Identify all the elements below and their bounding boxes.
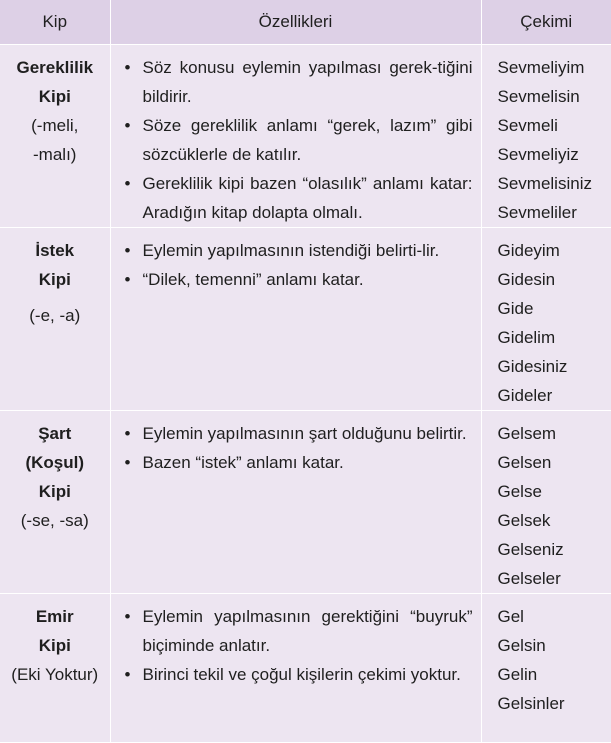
feature-text: Eylemin yapılmasının gerektiğini “buyruk” biçiminde anlatır. (143, 607, 473, 655)
kip-suffix: (Eki Yoktur) (2, 660, 108, 689)
kip-name: Gereklilik (2, 53, 108, 82)
features-list (121, 419, 473, 477)
features-cell (110, 411, 481, 594)
conjugation-item: Gideler (498, 381, 611, 410)
list-item (121, 169, 473, 227)
conjugation-item: Gelsen (498, 448, 611, 477)
conjugation-item: Gel (498, 602, 611, 631)
list-item (121, 448, 473, 477)
bullet-icon: • (125, 419, 131, 448)
header-ozellikleri: Özellikleri (110, 0, 481, 45)
kip-name: (Koşul) (2, 448, 108, 477)
conjugation-item: Gelin (498, 660, 611, 689)
conjugation-cell (481, 228, 611, 411)
features-cell (110, 45, 481, 228)
conjugation-item: Gelseniz (498, 535, 611, 564)
feature-text: Eylemin yapılmasının istendiği belirti-lir. (143, 241, 440, 260)
kip-cell (0, 411, 110, 594)
bullet-icon: • (125, 53, 131, 82)
conjugation-item: Gidelim (498, 323, 611, 352)
table-row (0, 411, 611, 594)
features-list (121, 602, 473, 689)
conjugation-cell (481, 411, 611, 594)
conjugation-item: Gide (498, 294, 611, 323)
bullet-icon: • (125, 660, 131, 689)
conjugation-item: Sevmelisiniz (498, 169, 611, 198)
features-cell (110, 594, 481, 743)
conjugation-item: Gelsek (498, 506, 611, 535)
kip-name: Kipi (2, 82, 108, 111)
feature-text: Bazen “istek” anlamı katar. (143, 453, 344, 472)
list-item (121, 53, 473, 111)
list-item (121, 602, 473, 660)
conjugation-item: Gelseler (498, 564, 611, 593)
conjugation-item: Sevmeliyiz (498, 140, 611, 169)
kip-suffix: -malı) (2, 140, 108, 169)
conjugation-item: Gelsin (498, 631, 611, 660)
table-row (0, 594, 611, 743)
conjugation-item: Sevmeliler (498, 198, 611, 227)
kip-name: Şart (2, 419, 108, 448)
feature-text: Eylemin yapılmasının şart olduğunu belirtir. (143, 424, 467, 443)
conjugation-item: Gidesiniz (498, 352, 611, 381)
feature-text: “Dilek, temenni” anlamı katar. (143, 270, 364, 289)
bullet-icon: • (125, 265, 131, 294)
list-item (121, 660, 473, 689)
list-item (121, 419, 473, 448)
conjugation-item: Gidesin (498, 265, 611, 294)
features-list (121, 53, 473, 227)
bullet-icon: • (125, 111, 131, 140)
conjugation-item: Sevmeli (498, 111, 611, 140)
feature-text: Söze gereklilik anlamı “gerek, lazım” gibi sözcüklerle de katılır. (143, 116, 473, 164)
table-row (0, 228, 611, 411)
feature-text: Birinci tekil ve çoğul kişilerin çekimi yoktur. (143, 665, 461, 684)
list-item (121, 265, 473, 294)
kip-name: Kipi (2, 631, 108, 660)
kip-suffix: (-meli, (2, 111, 108, 140)
conjugation-item: Gelsinler (498, 689, 611, 718)
header-kip: Kip (0, 0, 110, 45)
bullet-icon: • (125, 602, 131, 631)
feature-text: Gereklilik kipi bazen “olasılık” anlamı katar: Aradığın kitap dolapta olmalı. (143, 174, 473, 222)
list-item (121, 236, 473, 265)
conjugation-cell (481, 45, 611, 228)
bullet-icon: • (125, 236, 131, 265)
kip-name: Kipi (2, 265, 108, 294)
kip-name: Kipi (2, 477, 108, 506)
conjugation-item: Gideyim (498, 236, 611, 265)
conjugation-item: Gelse (498, 477, 611, 506)
feature-text: Söz konusu eylemin yapılması gerek-tiğini bildirir. (143, 58, 473, 106)
kip-name: İstek (2, 236, 108, 265)
kip-cell (0, 594, 110, 743)
header-row (0, 0, 611, 45)
kip-cell (0, 228, 110, 411)
kip-cell (0, 45, 110, 228)
kip-suffix: (-se, -sa) (2, 506, 108, 535)
bullet-icon: • (125, 448, 131, 477)
conjugation-item: Sevmelisin (498, 82, 611, 111)
table-row (0, 45, 611, 228)
conjugation-item: Sevmeliyim (498, 53, 611, 82)
bullet-icon: • (125, 169, 131, 198)
header-cekimi: Çekimi (481, 0, 611, 45)
kip-name: Emir (2, 602, 108, 631)
features-list (121, 236, 473, 294)
conjugation-cell (481, 594, 611, 743)
list-item (121, 111, 473, 169)
features-cell (110, 228, 481, 411)
conjugation-item: Gelsem (498, 419, 611, 448)
kip-suffix: (-e, -a) (2, 301, 108, 330)
